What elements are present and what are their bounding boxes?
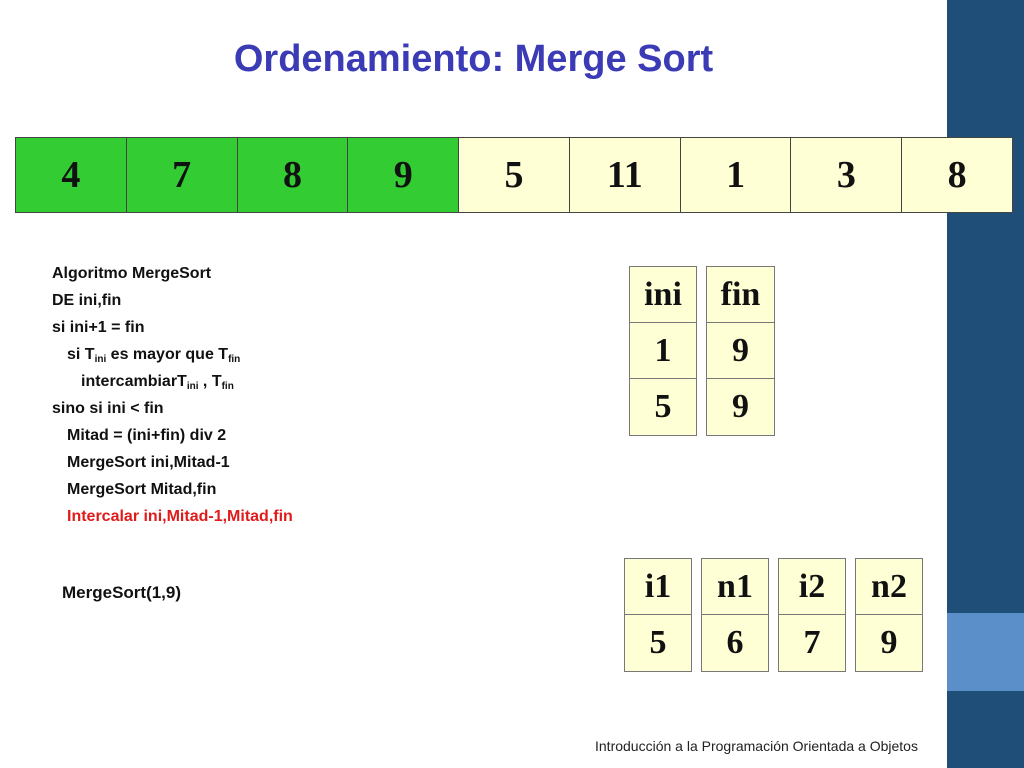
array-cell: 11 bbox=[570, 138, 681, 212]
code-text: , T bbox=[198, 373, 222, 390]
slide-title: Ordenamiento: Merge Sort bbox=[233, 38, 714, 80]
var-value: 9 bbox=[732, 388, 749, 425]
var-header: i1 bbox=[625, 559, 691, 615]
code-line: Algoritmo MergeSort bbox=[52, 265, 212, 282]
var-value: 9 bbox=[707, 323, 774, 379]
var-n1 bbox=[701, 558, 769, 672]
var-value: 5 bbox=[654, 388, 672, 425]
code-line: Mitad = (ini+fin) div 2 bbox=[67, 427, 227, 444]
algorithm-pseudocode bbox=[52, 260, 293, 530]
slide-footer: Introducción a la Programación Orientada a Objetos bbox=[595, 738, 918, 754]
right-decor-accent bbox=[947, 613, 1024, 691]
code-text: si T bbox=[67, 346, 95, 363]
array-cell: 5 bbox=[459, 138, 570, 212]
var-fin bbox=[706, 266, 775, 436]
code-text: es mayor que T bbox=[106, 346, 229, 363]
var-header: n1 bbox=[702, 559, 768, 615]
var-value: 6 bbox=[726, 624, 744, 661]
var-i2 bbox=[778, 558, 846, 672]
code-line: sino si ini < fin bbox=[52, 400, 164, 417]
var-n2 bbox=[855, 558, 923, 672]
code-line: MergeSort Mitad,fin bbox=[67, 481, 217, 498]
array-cell: 8 bbox=[238, 138, 349, 212]
array-cell: 8 bbox=[902, 138, 1012, 212]
array-cell: 9 bbox=[348, 138, 459, 212]
code-subscript: fin bbox=[221, 381, 234, 392]
code-line: DE ini,fin bbox=[52, 292, 122, 309]
code-subscript: ini bbox=[186, 381, 199, 392]
var-value: 5 bbox=[649, 624, 667, 661]
array-cell: 1 bbox=[681, 138, 792, 212]
var-header: n2 bbox=[856, 559, 922, 615]
code-line: MergeSort ini,Mitad-1 bbox=[67, 454, 230, 471]
array-cell: 7 bbox=[127, 138, 238, 212]
code-subscript: ini bbox=[94, 354, 107, 365]
function-call: MergeSort(1,9) bbox=[62, 583, 182, 602]
var-value: 7 bbox=[803, 624, 821, 661]
code-text: intercambiarT bbox=[81, 373, 187, 390]
code-line: si ini+1 = fin bbox=[52, 319, 145, 336]
var-header: i2 bbox=[779, 559, 845, 615]
var-header: fin bbox=[707, 267, 774, 323]
var-i1 bbox=[624, 558, 692, 672]
var-ini bbox=[629, 266, 697, 436]
var-value: 1 bbox=[630, 323, 696, 379]
code-line bbox=[52, 368, 293, 395]
array-cell: 3 bbox=[791, 138, 902, 212]
array-row bbox=[15, 137, 1013, 213]
code-subscript: fin bbox=[228, 354, 241, 365]
array-cell: 4 bbox=[16, 138, 127, 212]
var-value: 9 bbox=[880, 624, 898, 661]
code-line-highlighted: Intercalar ini,Mitad-1,Mitad,fin bbox=[67, 508, 293, 525]
code-line bbox=[52, 341, 293, 368]
var-header: ini bbox=[630, 267, 696, 323]
